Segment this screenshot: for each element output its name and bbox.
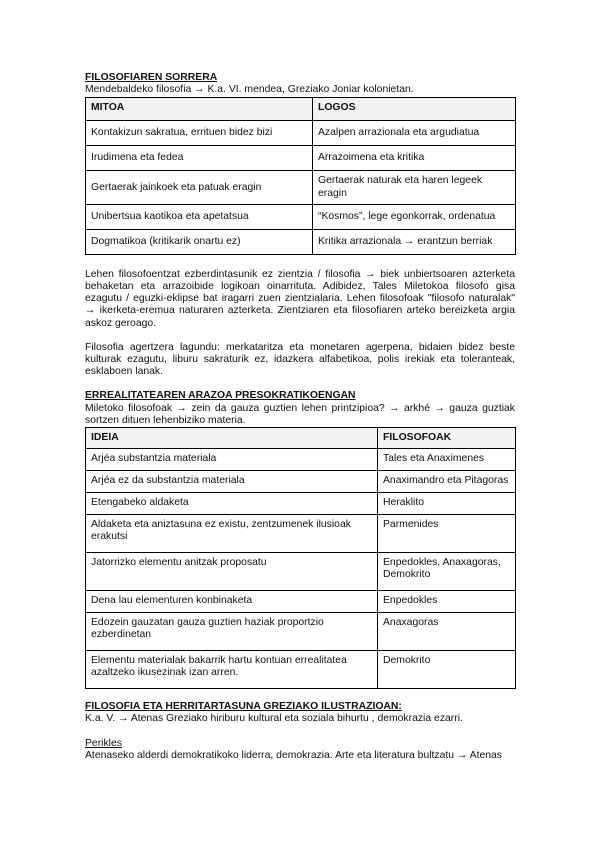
column-header-ideia: IDEIA <box>86 428 378 449</box>
citizenship-intro: K.a. V. → Atenas Greziako hiriburu kultural eta soziala bihurtu , demokrazia ezarri. <box>85 713 463 725</box>
table-row <box>86 471 516 493</box>
table-cell: Arjéa ez da substantzia materiala <box>86 471 378 493</box>
table-row <box>86 121 516 146</box>
table-cell: Arrazoimena eta kritika <box>313 146 516 171</box>
table-cell: Demokrito <box>378 651 516 689</box>
column-header-logos: LOGOS <box>313 98 516 121</box>
table-cell: Etengabeko aldaketa <box>86 493 378 515</box>
table-cell: Dena lau elementuren konbinaketa <box>86 591 378 613</box>
table-cell: Gertaerak naturak eta haren legeek eragin <box>313 171 516 204</box>
ideas-philosophers-table <box>85 427 516 689</box>
section-title-citizenship: FILOSOFIA ETA HERRITARTASUNA GREZIAKO ILUSTRAZIOAN: <box>85 701 402 713</box>
table-cell: Heraklito <box>378 493 516 515</box>
table-cell: Jatorrizko elementu anitzak proposatu <box>86 553 378 591</box>
table-row <box>86 449 516 471</box>
table-row <box>86 553 516 591</box>
table-cell: Kritika arrazionala → erantzun berriak <box>313 229 516 254</box>
perikles-paragraph: Atenaseko alderdi demokratikoko liderra, demokrazia. Arte eta literatura bultzatu → Atenas <box>85 749 502 761</box>
table-row <box>86 515 516 553</box>
section-title-presocratics: ERREALITATEAREN ARAZOA PRESOKRATIKOENGAN <box>85 390 356 402</box>
table-cell: Anaximandro eta Pitagoras <box>378 471 516 493</box>
myth-logos-table <box>85 97 516 254</box>
table-cell: Edozein gauzatan gauza guztien haziak proportzio ezberdinetan <box>86 613 378 651</box>
table-cell: Dogmatikoa (kritikarik onartu ez) <box>86 229 313 254</box>
table-header-row <box>86 98 516 121</box>
origin-paragraph-2: Filosofia agertzera lagundu: merkataritza eta monetaren agerpena, bidaien bidez beste kulturak ezagutu, liburu sakraturik ez, idazkera alfabetikoa, polis irekiak eta toleranteak, esklaboen lanak. <box>85 341 515 378</box>
origin-intro: Mendebaldeko filosofia → K.a. VI. mendea, Greziako Joniar kolonietan. <box>85 84 414 96</box>
table-cell: Tales eta Anaximenes <box>378 449 516 471</box>
table-row <box>86 229 516 254</box>
table-cell: “Kosmos”, lege egonkorrak, ordenatua <box>313 204 516 229</box>
table-cell: Enpedokles, Anaxagoras, Demokrito <box>378 553 516 591</box>
table-row <box>86 171 516 204</box>
table-row <box>86 651 516 689</box>
table-cell: Kontakizun sakratua, errituen bidez bizi <box>86 121 313 146</box>
origin-paragraph-1: Lehen filosofoentzat ezberdintasunik ez zientzia / filosofia → biek unbiertsoaren azterketa behaketan eta arrazoibide logikoan oinarrituta. Adibidez, Tales Miletokoa filosofo gisa ezagutu / eguzki-eklipse bat iragarri zuen zientzialaria. Lehen filosofoak "filosofo naturalak" → ikerketa-eremua naturaren azterketa. Zientziaren eta filosofiaren arteko bereizketa argia askoz geroago. <box>85 268 515 329</box>
table-cell: Arjéa substantzia materiala <box>86 449 378 471</box>
table-cell: Enpedokles <box>378 591 516 613</box>
table-cell: Azalpen arrazionala eta argudiatua <box>313 121 516 146</box>
section-title-origin: FILOSOFIAREN SORRERA <box>85 72 218 83</box>
table-cell: Parmenides <box>378 515 516 553</box>
column-header-mitoa: MITOA <box>86 98 313 121</box>
table-row <box>86 613 516 651</box>
table-header-row <box>86 428 516 449</box>
column-header-filosofoak: FILOSOFOAK <box>378 428 516 449</box>
table-row <box>86 591 516 613</box>
table-cell: Aldaketa eta aniztasuna ez existu, zentzumenek ilusioak erakutsi <box>86 515 378 553</box>
presocratics-intro: Miletoko filosofoak → zein da gauza guztien lehen printzipioa? → arkhé → gauza guztiak sortzen dituen lehenbiziko materia. <box>85 402 515 426</box>
table-row <box>86 146 516 171</box>
table-row <box>86 493 516 515</box>
table-cell: Irudimena eta fedea <box>86 146 313 171</box>
document-page <box>85 72 515 762</box>
subheading-perikles: Perikles <box>85 737 122 749</box>
table-cell: Gertaerak jainkoek eta patuak eragin <box>86 171 313 204</box>
table-row <box>86 204 516 229</box>
table-cell: Unibertsua kaotikoa eta apetatsua <box>86 204 313 229</box>
table-cell: Anaxagoras <box>378 613 516 651</box>
table-cell: Elementu materialak bakarrik hartu kontuan errealitatea azaltzeko ikusezinak izan arren. <box>86 651 378 689</box>
